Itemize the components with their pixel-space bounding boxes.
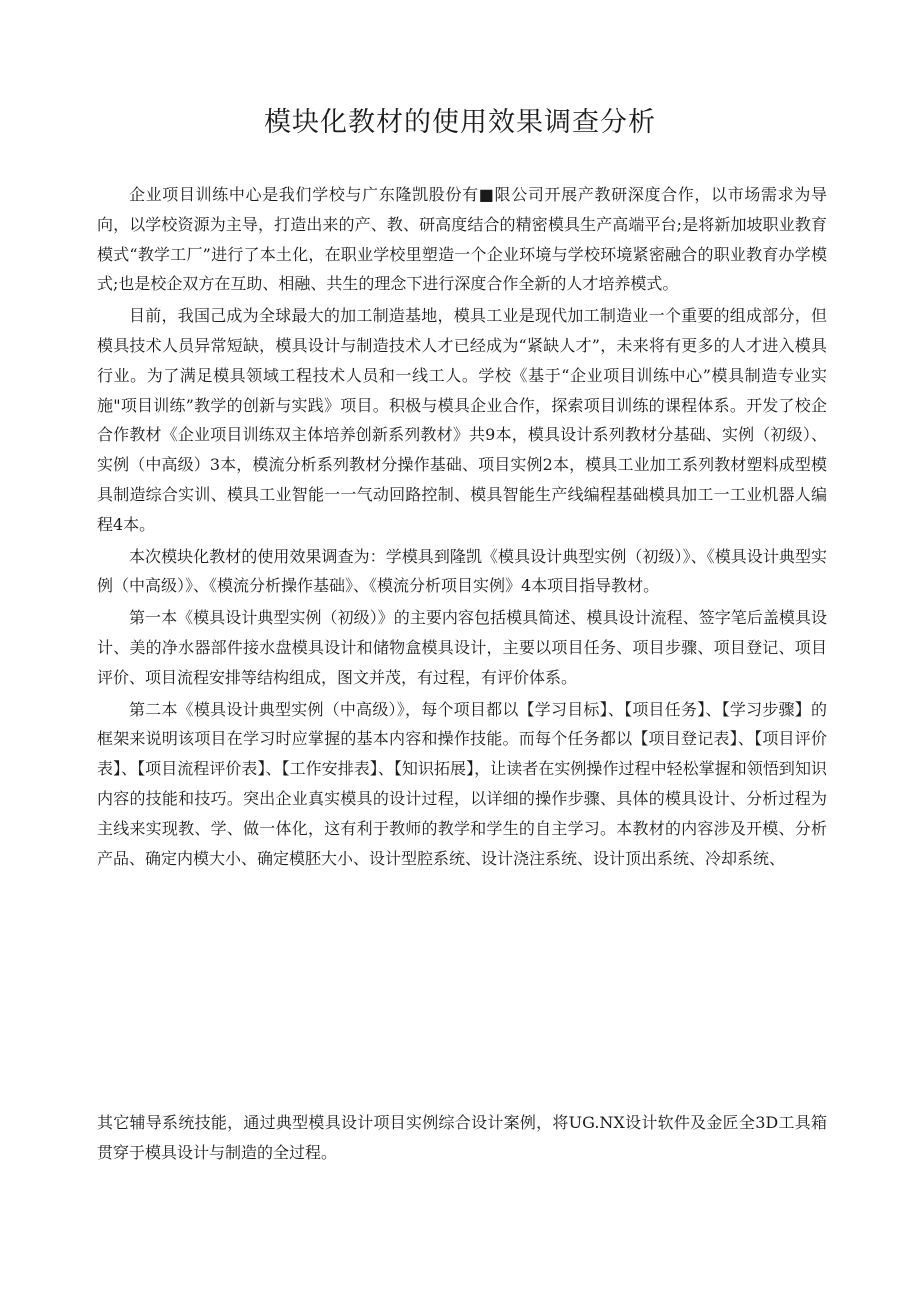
- paragraph-book-two: 第二本《模具设计典型实例（中高级）》，每个项目都以【学习目标】、【项目任务】、【学习步骤】的框架来说明该项目在学习时应掌握的基本内容和操作技能。而每个任务都以【项目登记表】、【项目评价表】、【项目流程评价表】、【工作安排表】、【知识拓展】，让读者在实例操作过程中轻松掌握和领悟到知识内容的技能和技巧。突出企业真实模具的设计过程，以详细的操作步骤、具体的模具设计、分析过程为主线来实现教、学、做一体化，这有利于教师的教学和学生的自主学习。本教材的内容涉及开模、分析产品、确定内模大小、确定模胚大小、设计型腔系统、设计浇注系统、设计顶出系统、冷却系统、: [97, 699, 827, 868]
- paragraph-intro: 企业项目训练中心是我们学校与广东隆凯股份有■限公司开展产教研深度合作，以市场需求为导向，以学校资源为主导，打造出来的产、教、研高度结合的精密模具生产高端平台;是将新加坡职业教育模式“教学工厂”进行了本土化，在职业学校里塑造一个企业环境与学校环境紧密融合的职业教育办学模式;也是校企双方在互助、相融、共生的理念下进行深度合作全新的人才培养模式。: [97, 185, 827, 294]
- paragraph-book-one: 第一本《模具设计典型实例（初级）》的主要内容包括模具简述、模具设计流程、签字笔后盖模具设计、美的净水器部件接水盘模具设计和储物盒模具设计，主要以项目任务、项目步骤、项目登记、项目评价、项目流程安排等结构组成，图文并茂，有过程，有评价体系。: [97, 608, 827, 687]
- paragraph-continuation: 其它辅导系统技能，通过典型模具设计项目实例综合设计案例，将UG.NX设计软件及金匠全3D工具箱贯穿于模具设计与制造的全过程。: [97, 1113, 827, 1162]
- document-tail: [97, 1108, 827, 1168]
- paragraph-background: 目前，我国己成为全球最大的加工制造基地，模具工业是现代加工制造业一个重要的组成部分，但模具技术人员异常短缺，模具设计与制造技术人才已经成为“紧缺人才”，未来将有更多的人才进入模具行业。为了满足模具领域工程技术人员和一线工人。学校《基于“企业项目训练中心”模具制造专业实施"项目训练”教学的创新与实践》项目。积极与模具企业合作，探索项目训练的课程体系。开发了校企合作教材《企业项目训练双主体培养创新系列教材》共9本，模具设计系列教材分基础、实例（初级）、实例（中高级）3本，模流分析系列教材分操作基础、项目实例2本，模具工业加工系列教材塑料成型模具制造综合实训、模具工业智能一一气动回路控制、模具智能生产线编程基础模具加工一工业机器人编程4本。: [97, 306, 827, 534]
- document-body: [97, 180, 827, 875]
- paragraph-survey-scope: 本次模块化教材的使用效果调查为：学模具到隆凯《模具设计典型实例（初级）》、《模具设计典型实例（中高级）》、《模流分析操作基础》、《模流分析项目实例》4本项目指导教材。: [97, 546, 827, 596]
- document-title: 模块化教材的使用效果调查分析: [264, 107, 656, 138]
